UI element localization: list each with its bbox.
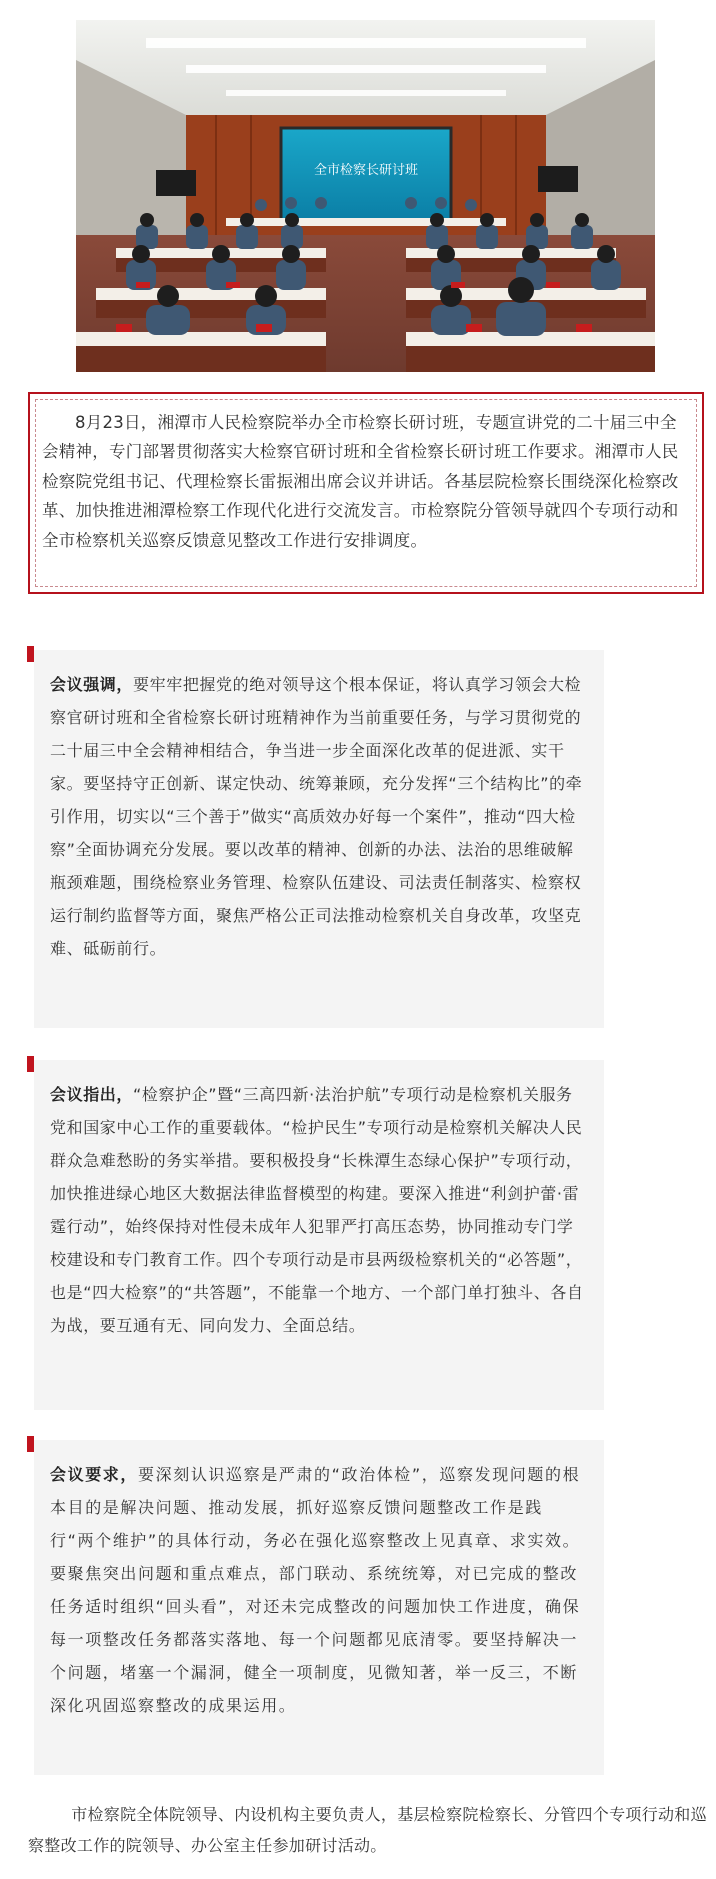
section-marker	[27, 1436, 34, 1452]
section-paragraph	[50, 1078, 586, 1342]
screen-title: 全市检察长研讨班	[313, 163, 419, 178]
section-marker	[27, 646, 34, 662]
intro-paragraph: 8月23日，湘潭市人民检察院举办全市检察长研讨班，专题宣讲党的二十届三中全会精神，专门部署贯彻落实大检察官研讨班和全省检察长研讨班工作要求。湘潭市人民检察院党组书记、代理检察长雷振湘出席会议并讲话。各基层院检察长围绕深化检察改革、加快推进湘潭检察工作现代化进行交流发言。市检察院分管领导就四个专项行动和全市检察机关巡察反馈意见整改工作进行安排调度。	[42, 413, 679, 550]
section-body: 要深刻认识巡察是严肃的“政治体检”，巡察发现问题的根本目的是解决问题、推动发展，抓好巡察反馈问题整改工作是践行“两个维护”的具体行动，务必在强化巡察整改上见真章、求实效。要聚焦突出问题和重点难点，部门联动、系统统筹，对已完成的整改任务适时组织“回头看”，对还未完成整改的问题加快工作进度，确保每一项整改任务都落实落地、每一个问题都见底清零。要坚持解决一个问题，堵塞一个漏洞，健全一项制度，见微知著，举一反三，不断深化巩固巡察整改的成果运用。	[50, 1465, 581, 1715]
meeting-room-illustration	[76, 20, 655, 372]
closing-paragraph: 市检察院全体院领导、内设机构主要负责人，基层检察院检察长、分管四个专项行动和巡察整改工作的院领导、办公室主任参加研讨活动。	[28, 1805, 707, 1855]
section-marker	[27, 1056, 34, 1072]
section-point-out	[34, 1060, 604, 1410]
intro-box	[28, 392, 704, 594]
section-heading: 会议指出，	[50, 1085, 134, 1104]
section-heading: 会议要求，	[50, 1465, 139, 1484]
section-paragraph	[50, 1458, 586, 1722]
section-emphasize	[34, 650, 604, 1028]
meeting-photo	[76, 20, 655, 372]
section-body: 要牢牢把握党的绝对领导这个根本保证，将认真学习领会大检察官研讨班和全省检察长研讨班精神作为当前重要任务，与学习贯彻党的二十届三中全会精神相结合，争当进一步全面深化改革的促进派、实干家。要坚持守正创新、谋定快动、统筹兼顾，充分发挥“三个结构比”的牵引作用，切实以“三个善于”做实“高质效办好每一个案件”，推动“四大检察”全面协调充分发展。要以改革的精神、创新的办法、法治的思维破解瓶颈难题，围绕检察业务管理、检察队伍建设、司法责任制落实、检察权运行制约监督等方面，聚焦严格公正司法推动检察机关自身改革，攻坚克难、砥砺前行。	[50, 675, 583, 958]
section-require	[34, 1440, 604, 1775]
section-paragraph	[50, 668, 586, 965]
section-heading: 会议强调，	[50, 675, 134, 694]
section-body: “检察护企”暨“三高四新·法治护航”专项行动是检察机关服务党和国家中心工作的重要载体。“检护民生”专项行动是检察机关解决人民群众急难愁盼的务实举措。要积极投身“长株潭生态绿心保护”专项行动，加快推进绿心地区大数据法律监督模型的构建。要深入推进“利剑护蕾·雷霆行动”，始终保持对性侵未成年人犯罪严打高压态势，协同推动专门学校建设和专门教育工作。四个专项行动是市县两级检察机关的“必答题”，也是“四大检察”的“共答题”，不能靠一个地方、一个部门单打独斗、各自为战，要互通有无、同向发力、全面总结。	[50, 1085, 584, 1335]
